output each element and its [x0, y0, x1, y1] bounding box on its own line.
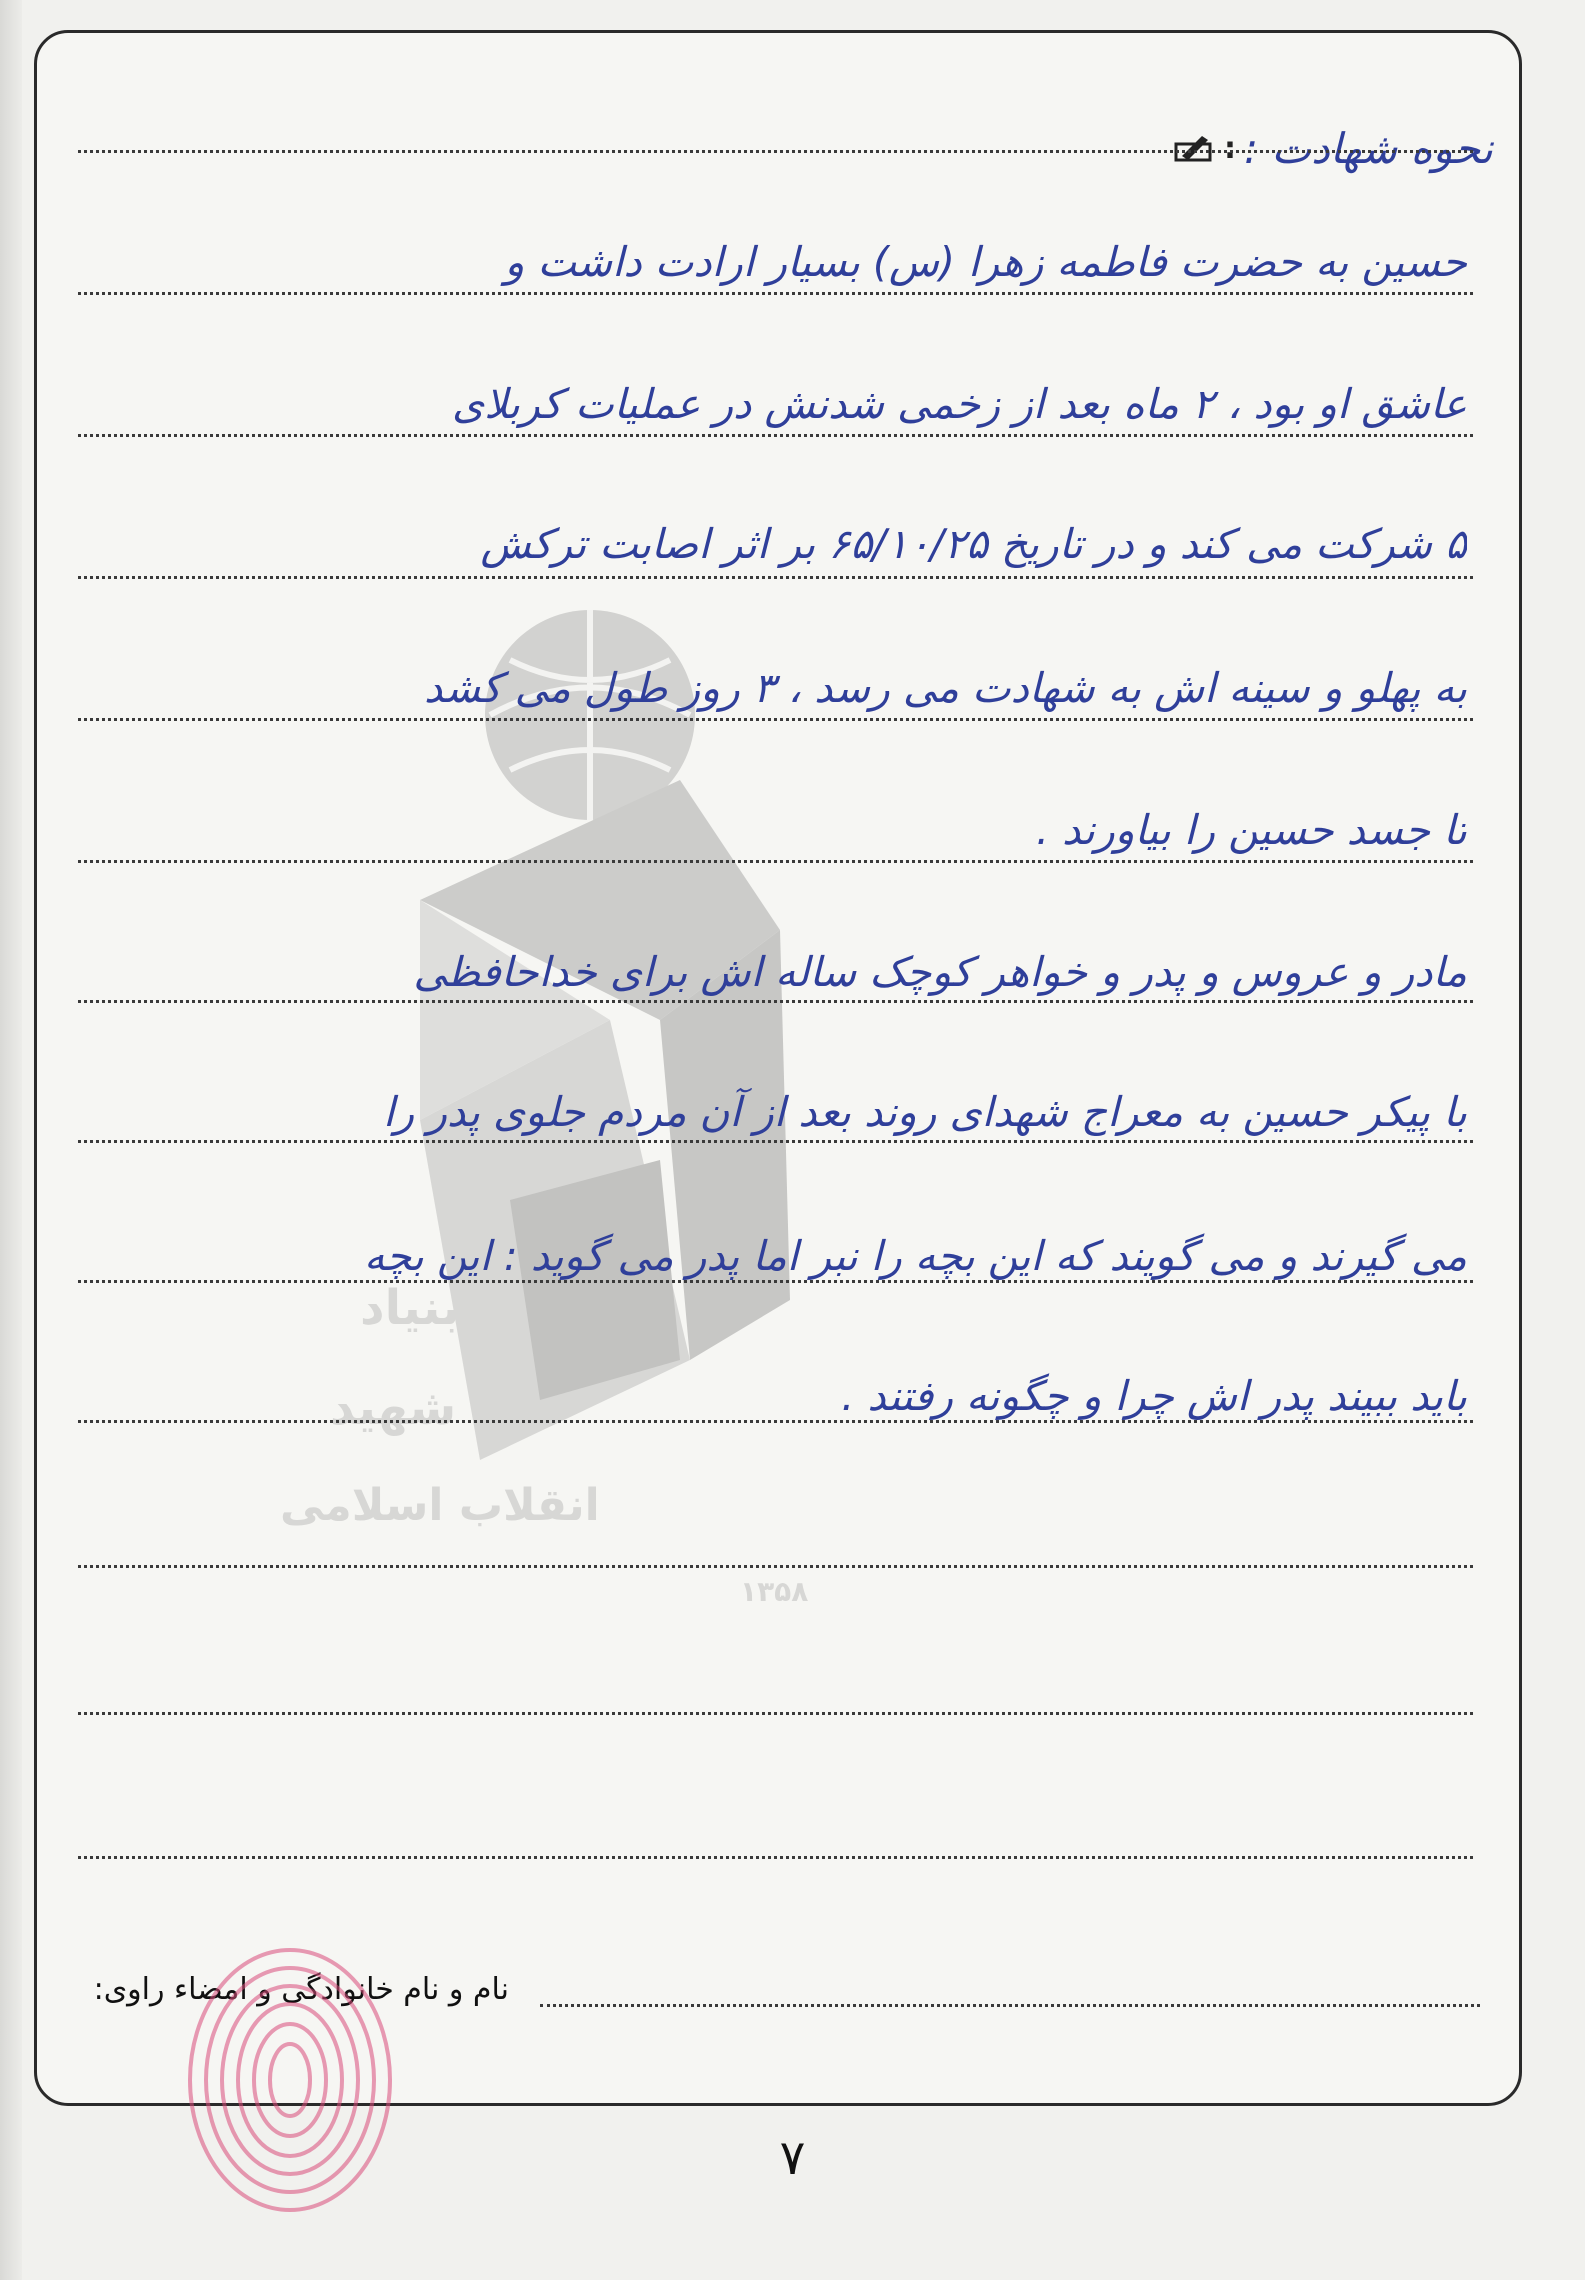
handwritten-line: مادر و عروس و پدر و خواهر کوچک ساله اش برای خداحافظی [413, 948, 1467, 996]
header-bullet: : [1224, 130, 1237, 166]
handwritten-line: می گیرند و می گویند که این بچه را نبر اما پدر می گوید : این بچه [363, 1232, 1467, 1280]
handwritten-line: حسین به حضرت فاطمه زهرا (س) بسیار ارادت داشت و [504, 238, 1467, 286]
page-edge [0, 0, 22, 2280]
ruled-line [78, 1140, 1473, 1143]
ruled-line [78, 1712, 1473, 1715]
ruled-line [78, 434, 1473, 437]
handwritten-line: عاشق او بود ، ۲ ماه بعد از زخمی شدنش در عملیات کربلای [452, 380, 1467, 428]
ruled-line [78, 150, 1473, 153]
ruled-line [78, 718, 1473, 721]
handwritten-line: تا جسد حسین را بیاورند . [1035, 806, 1467, 854]
watermark-year: ۱۳۵۸ [740, 1575, 809, 1608]
ruled-line [78, 860, 1473, 863]
pen-writing-icon [1172, 130, 1216, 166]
section-header [1172, 118, 1493, 178]
ruled-line [78, 576, 1473, 579]
signature-label: نام و نام خانوادگی و امضاء راوی: [93, 1972, 509, 2007]
handwritten-line: باید ببیند پدر اش چرا و چگونه رفتند . [841, 1372, 1467, 1420]
ruled-line [78, 1420, 1473, 1423]
ruled-line [78, 1280, 1473, 1283]
handwritten-line: ۵ شرکت می کند و در تاریخ ۶۵/۱۰/۲۵ بر اثر اصابت ترکش [480, 520, 1467, 568]
ruled-line [78, 292, 1473, 295]
signature-line [540, 2004, 1480, 2007]
ruled-line [78, 1565, 1473, 1568]
handwritten-line: با پیکر حسین به معراج شهدای روند بعد از آن مردم جلوی پدر را [382, 1088, 1467, 1136]
header-title: نحوه شهادت : [1244, 123, 1493, 173]
page-number: ۷ [779, 2130, 806, 2186]
ruled-line [78, 1856, 1473, 1859]
handwritten-line: به پهلو و سینه اش به شهادت می رسد ، ۳ روز طول می کشد [423, 664, 1467, 712]
ruled-line [78, 1000, 1473, 1003]
watermark-text-revolution: انقلاب اسلامی [280, 1480, 600, 1531]
watermark-text-foundation: بنیاد [360, 1280, 460, 1336]
watermark-text-martyr: شهید [330, 1380, 457, 1436]
